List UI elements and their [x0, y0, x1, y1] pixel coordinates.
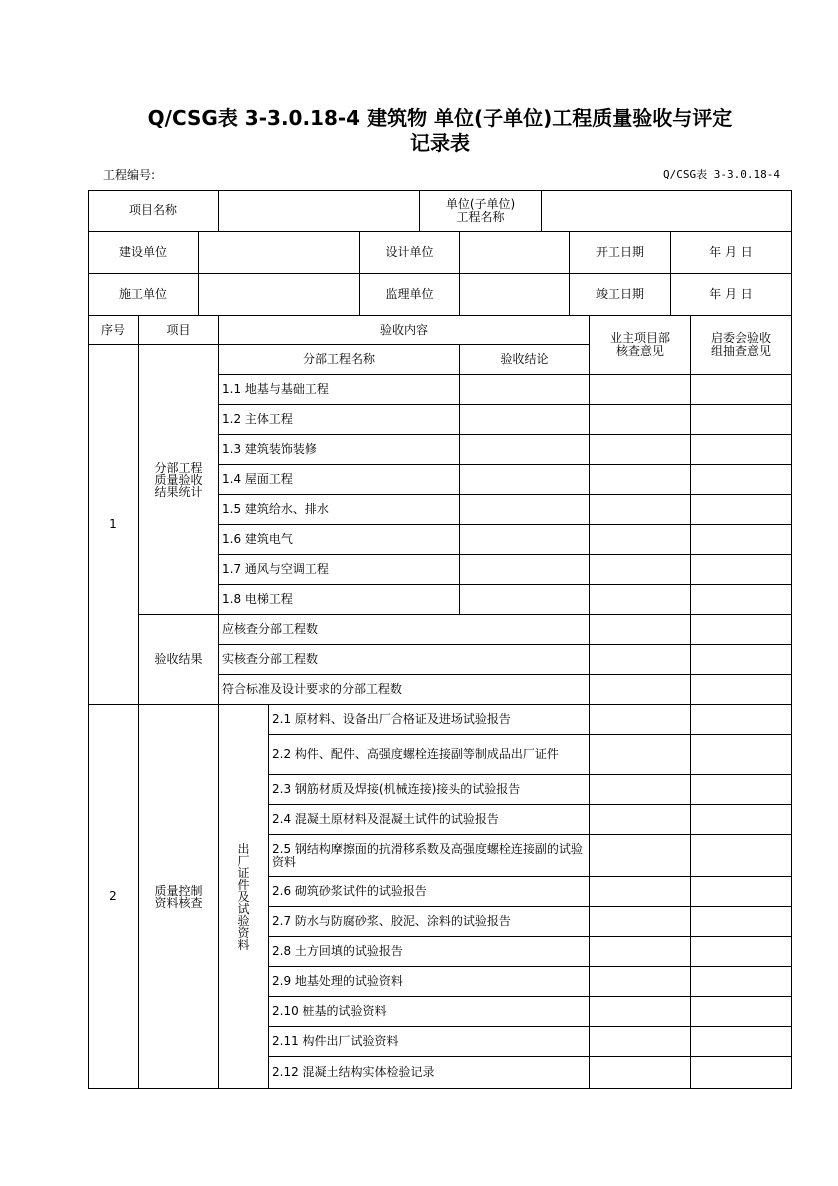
col-committee-opinion	[691, 316, 792, 375]
committee-opinion-cell	[691, 675, 792, 705]
col-committee-opinion-text: 启委会验收 组抽查意见	[710, 331, 771, 358]
data-check-item-text: 2.11 构件出厂试验资料	[272, 1034, 399, 1048]
project-number-label: 工程编号:	[103, 168, 156, 182]
section2-subcategory-text: 出厂证件及试验资料	[237, 841, 250, 952]
project-name-label	[88, 190, 219, 232]
design-unit-value	[460, 232, 570, 274]
committee-opinion-cell	[691, 1027, 792, 1057]
form-title: Q/CSG表 3-3.0.18-4 建筑物 单位(子单位)工程质量验收与评定	[147, 106, 733, 130]
end-date-value	[671, 274, 792, 316]
col-seq	[88, 316, 139, 345]
committee-opinion-cell	[691, 525, 792, 555]
sub-project-name	[219, 555, 460, 585]
sub-project-name	[219, 585, 460, 615]
owner-opinion-cell	[590, 405, 691, 435]
section2-seq-text: 2	[109, 889, 117, 903]
owner-opinion-cell	[590, 937, 691, 967]
start-date-value	[671, 232, 792, 274]
sub-project-name	[219, 465, 460, 495]
acceptance-result-label-text: 验收结果	[154, 652, 203, 666]
data-check-item	[269, 877, 590, 907]
owner-opinion-cell	[590, 877, 691, 907]
committee-opinion-cell	[691, 877, 792, 907]
committee-opinion-cell	[691, 835, 792, 877]
supervision-unit-value	[460, 274, 570, 316]
builder-unit-label-text: 施工单位	[118, 287, 167, 301]
data-check-item	[269, 835, 590, 877]
owner-opinion-cell	[590, 735, 691, 775]
result-row-label	[219, 645, 590, 675]
sub-project-conclusion	[460, 375, 590, 405]
owner-opinion-cell	[590, 1057, 691, 1089]
committee-opinion-cell	[691, 645, 792, 675]
builder-unit-value	[199, 274, 360, 316]
owner-opinion-cell	[590, 705, 691, 735]
owner-opinion-cell	[590, 907, 691, 937]
construction-unit-value	[199, 232, 360, 274]
data-check-item	[269, 1057, 590, 1089]
sub-project-conclusion	[460, 585, 590, 615]
col-conclusion	[460, 345, 590, 375]
start-date-value-text: 年 月 日	[709, 245, 753, 259]
owner-opinion-cell	[590, 805, 691, 835]
col-item	[139, 316, 219, 345]
design-unit-label	[360, 232, 460, 274]
data-check-item-text: 2.12 混凝土结构实体检验记录	[272, 1065, 435, 1079]
committee-opinion-cell	[691, 775, 792, 805]
owner-opinion-cell	[590, 835, 691, 877]
committee-opinion-cell	[691, 405, 792, 435]
sub-project-conclusion	[460, 465, 590, 495]
committee-opinion-cell	[691, 937, 792, 967]
owner-opinion-cell	[590, 465, 691, 495]
section1-seq	[88, 345, 139, 705]
data-check-item-text: 2.7 防水与防腐砂浆、胶泥、涂料的试验报告	[272, 914, 511, 928]
section2-subcategory	[219, 705, 269, 1089]
committee-opinion-cell	[691, 997, 792, 1027]
owner-opinion-cell	[590, 495, 691, 525]
data-check-item-text: 2.2 构件、配件、高强度螺栓连接副等制成品出厂证件	[272, 747, 559, 761]
committee-opinion-cell	[691, 705, 792, 735]
owner-opinion-cell	[590, 585, 691, 615]
section2-item	[139, 705, 219, 1089]
result-row-label	[219, 615, 590, 645]
result-row-label-text: 符合标准及设计要求的分部工程数	[222, 682, 403, 696]
sub-project-conclusion	[460, 495, 590, 525]
data-check-item-text: 2.10 桩基的试验资料	[272, 1004, 387, 1018]
owner-opinion-cell	[590, 435, 691, 465]
data-check-item-text: 2.5 钢结构摩擦面的抗滑移系数及高强度螺栓连接副的试验资料	[272, 841, 583, 869]
end-date-label	[570, 274, 671, 316]
project-name-label-text: 项目名称	[128, 203, 177, 217]
data-check-item	[269, 775, 590, 805]
section1-item-text: 分部工程质量验收结果统计	[154, 460, 203, 499]
col-sub-name	[219, 345, 460, 375]
col-item-text: 项目	[166, 322, 191, 337]
section1-seq-text: 1	[109, 517, 117, 531]
end-date-value-text: 年 月 日	[709, 287, 753, 301]
committee-opinion-cell	[691, 465, 792, 495]
data-check-item	[269, 1027, 590, 1057]
committee-opinion-cell	[691, 495, 792, 525]
committee-opinion-cell	[691, 555, 792, 585]
unit-project-name-label-text: 单位(子单位) 工程名称	[445, 196, 516, 224]
data-check-item	[269, 997, 590, 1027]
data-check-item-text: 2.6 砌筑砂浆试件的试验报告	[272, 884, 427, 898]
acceptance-result-label	[139, 615, 219, 705]
sub-project-name	[219, 435, 460, 465]
sub-project-conclusion	[460, 435, 590, 465]
owner-opinion-cell	[590, 775, 691, 805]
builder-unit-label	[88, 274, 199, 316]
sub-project-name-text: 1.2 主体工程	[222, 412, 293, 426]
data-check-item	[269, 967, 590, 997]
end-date-label-text: 竣工日期	[595, 287, 644, 301]
sub-project-conclusion	[460, 555, 590, 585]
committee-opinion-cell	[691, 735, 792, 775]
col-content	[219, 316, 590, 345]
data-check-item	[269, 705, 590, 735]
sub-project-name-text: 1.7 通风与空调工程	[222, 562, 329, 576]
committee-opinion-cell	[691, 585, 792, 615]
sub-project-name-text: 1.1 地基与基础工程	[222, 382, 329, 396]
owner-opinion-cell	[590, 615, 691, 645]
data-check-item	[269, 937, 590, 967]
result-row-label-text: 应核查分部工程数	[222, 622, 319, 636]
sub-project-name	[219, 495, 460, 525]
sub-project-conclusion	[460, 405, 590, 435]
col-content-text: 验收内容	[379, 322, 428, 337]
col-conclusion-text: 验收结论	[500, 352, 549, 366]
result-row-label-text: 实核查分部工程数	[222, 652, 319, 666]
owner-opinion-cell	[590, 525, 691, 555]
start-date-label-text: 开工日期	[595, 245, 644, 259]
data-check-item-text: 2.1 原材料、设备出厂合格证及进场试验报告	[272, 712, 511, 726]
sub-project-name	[219, 375, 460, 405]
committee-opinion-cell	[691, 805, 792, 835]
data-check-item-text: 2.4 混凝土原材料及混凝土试件的试验报告	[272, 812, 499, 826]
owner-opinion-cell	[590, 645, 691, 675]
committee-opinion-cell	[691, 375, 792, 405]
unit-project-name-value	[542, 190, 792, 232]
project-name-value	[219, 190, 420, 232]
col-owner-opinion-text: 业主项目部 核查意见	[609, 331, 670, 358]
col-seq-text: 序号	[100, 322, 125, 337]
sub-project-conclusion	[460, 525, 590, 555]
unit-project-name-label	[420, 190, 542, 232]
form-code: Q/CSG表 3-3.0.18-4	[663, 168, 780, 181]
section1-item	[139, 345, 219, 615]
owner-opinion-cell	[590, 1027, 691, 1057]
start-date-label	[570, 232, 671, 274]
construction-unit-label	[88, 232, 199, 274]
owner-opinion-cell	[590, 375, 691, 405]
sub-project-name-text: 1.5 建筑给水、排水	[222, 502, 329, 516]
sub-project-name-text: 1.8 电梯工程	[222, 592, 293, 606]
form-title-line2: 记录表	[410, 131, 470, 155]
data-check-item	[269, 907, 590, 937]
owner-opinion-cell	[590, 967, 691, 997]
committee-opinion-cell	[691, 967, 792, 997]
committee-opinion-cell	[691, 1057, 792, 1089]
section2-seq	[88, 705, 139, 1089]
committee-opinion-cell	[691, 435, 792, 465]
sub-project-name-text: 1.4 屋面工程	[222, 472, 293, 486]
section2-item-text: 质量控制资料核查	[154, 883, 203, 910]
sub-project-name	[219, 405, 460, 435]
sub-project-name	[219, 525, 460, 555]
committee-opinion-cell	[691, 907, 792, 937]
data-check-item-text: 2.8 土方回填的试验报告	[272, 944, 403, 958]
data-check-item-text: 2.9 地基处理的试验资料	[272, 974, 403, 988]
supervision-unit-label-text: 监理单位	[385, 287, 434, 301]
col-sub-name-text: 分部工程名称	[302, 352, 375, 366]
sub-project-name-text: 1.6 建筑电气	[222, 532, 293, 546]
owner-opinion-cell	[590, 997, 691, 1027]
design-unit-label-text: 设计单位	[385, 245, 434, 259]
owner-opinion-cell	[590, 675, 691, 705]
data-check-item	[269, 735, 590, 775]
data-check-item-text: 2.3 钢筋材质及焊接(机械连接)接头的试验报告	[272, 782, 521, 796]
committee-opinion-cell	[691, 615, 792, 645]
supervision-unit-label	[360, 274, 460, 316]
data-check-item	[269, 805, 590, 835]
result-row-label	[219, 675, 590, 705]
col-owner-opinion	[590, 316, 691, 375]
owner-opinion-cell	[590, 555, 691, 585]
sub-project-name-text: 1.3 建筑装饰装修	[222, 442, 317, 456]
construction-unit-label-text: 建设单位	[118, 245, 167, 259]
